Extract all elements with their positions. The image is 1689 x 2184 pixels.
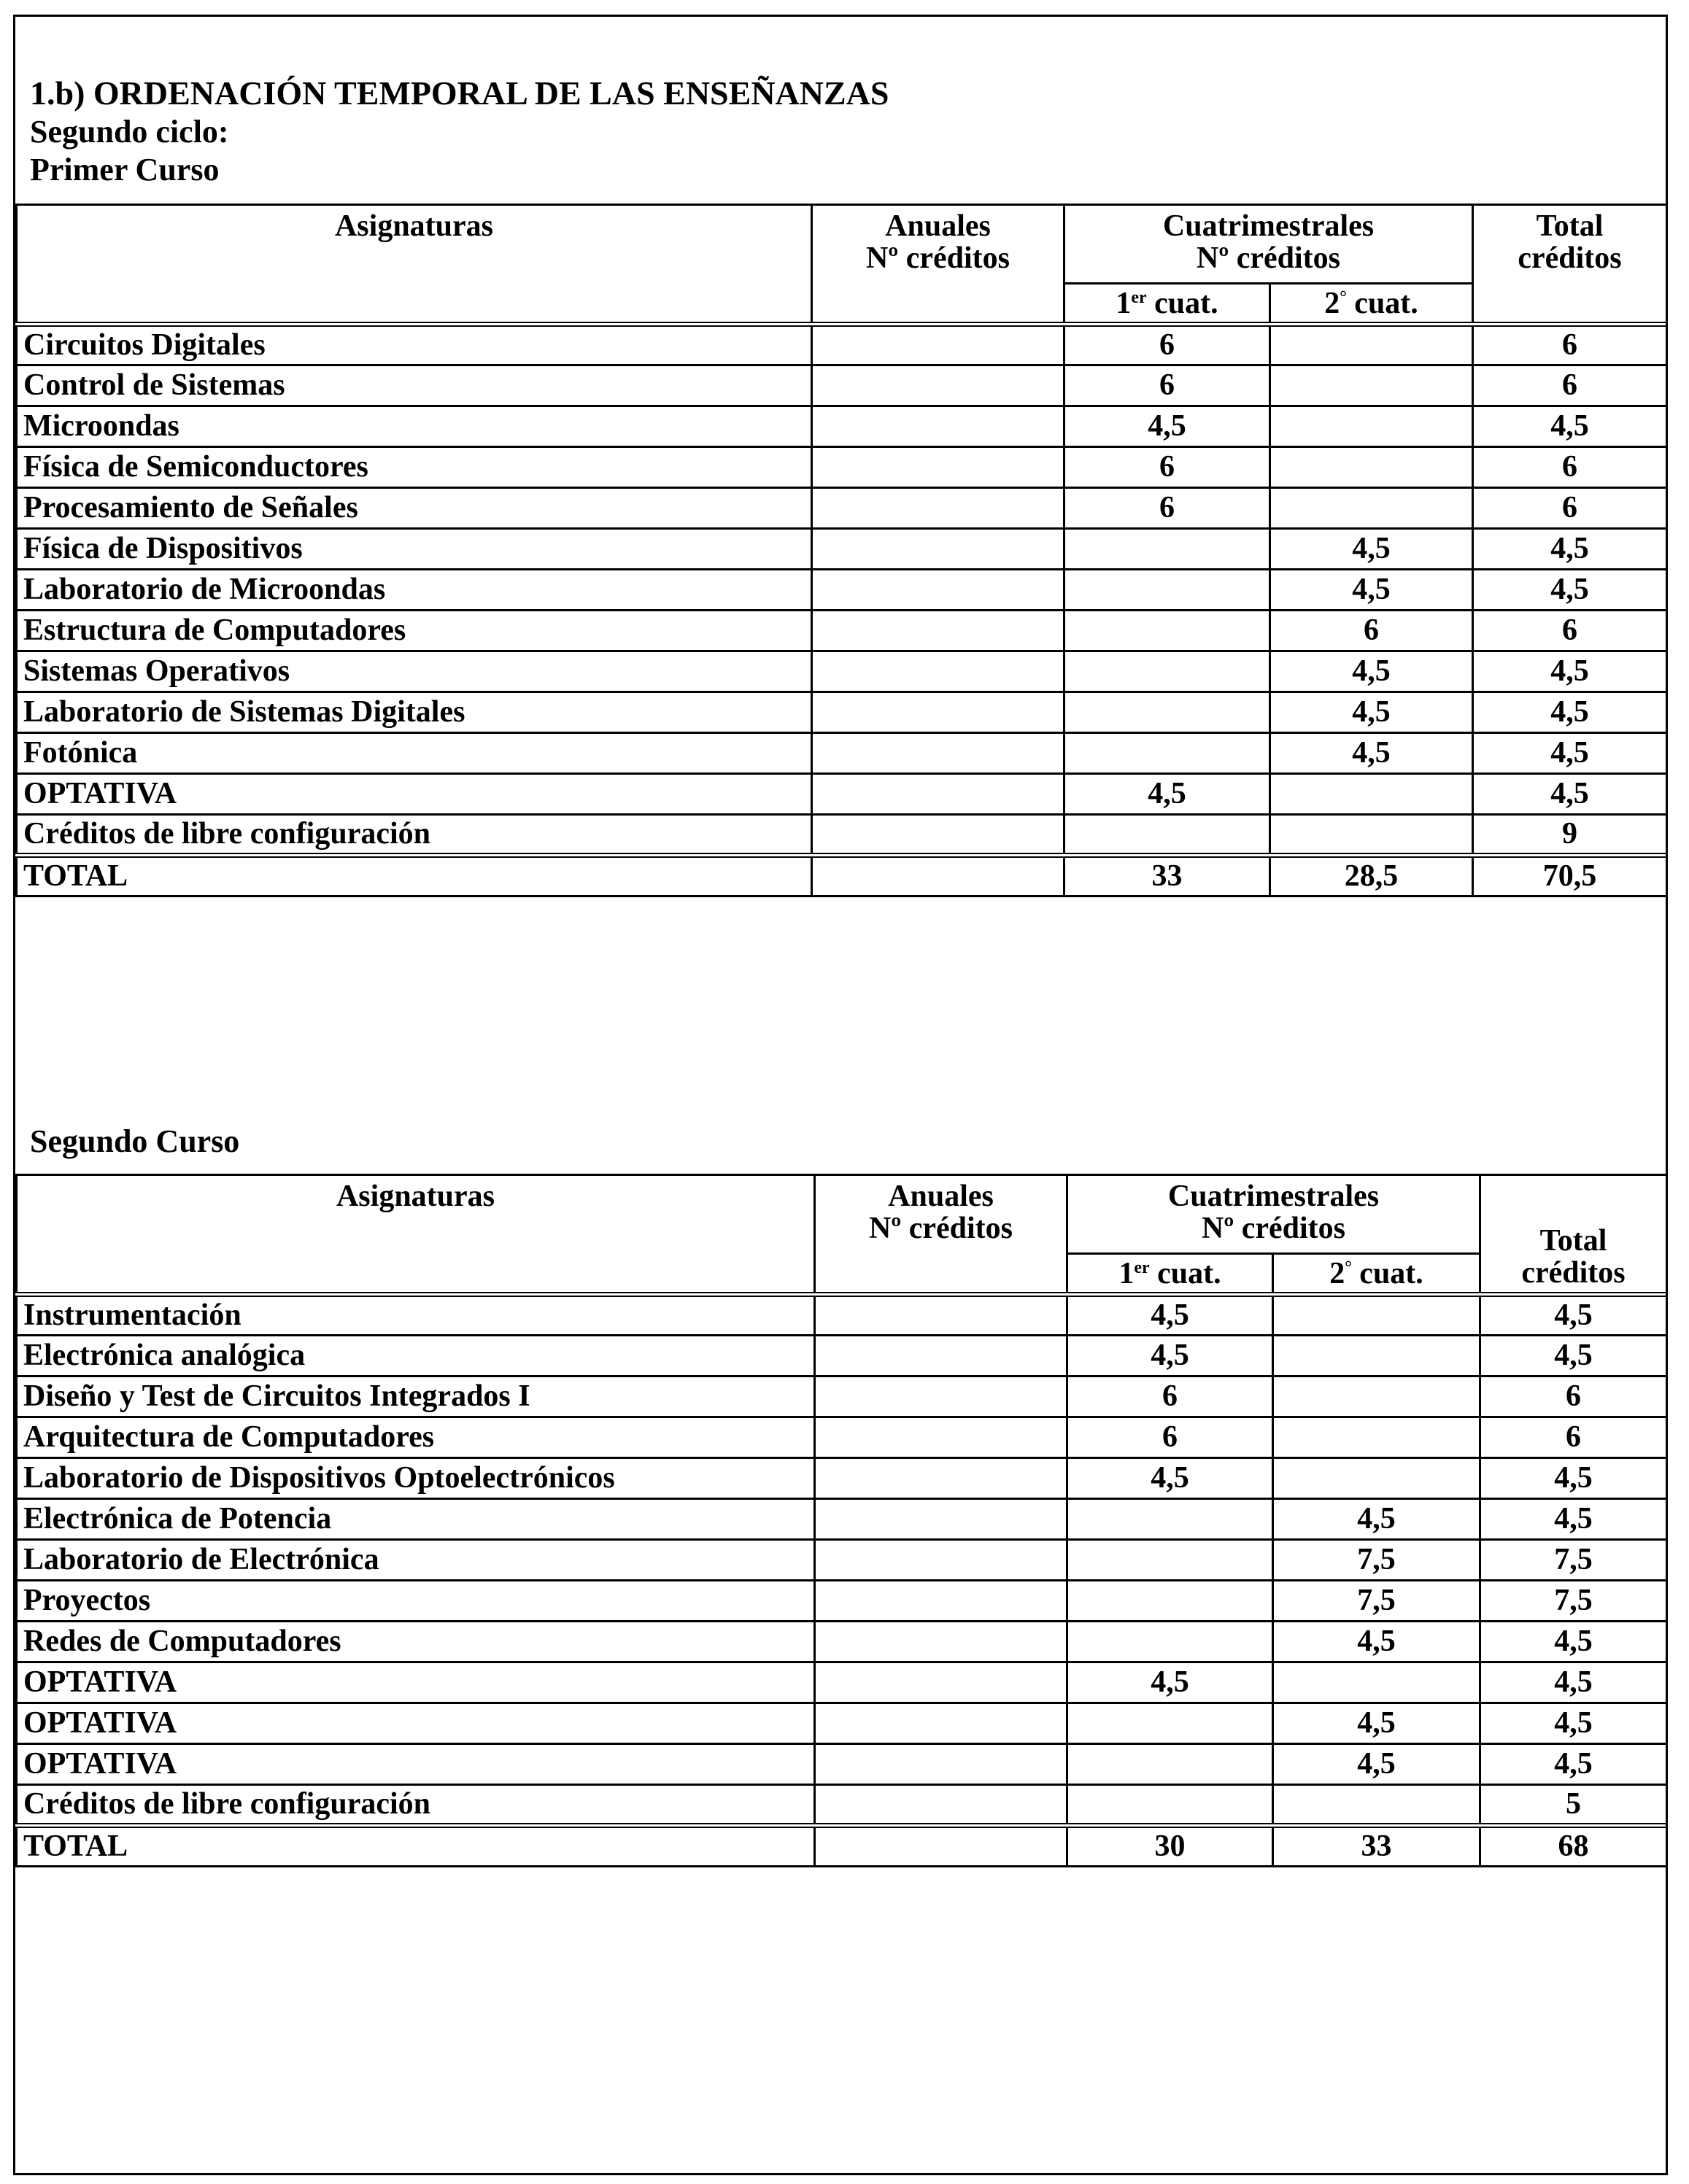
- total-credits: 4,5: [1473, 774, 1667, 815]
- second-sem-credits: 4,5: [1270, 651, 1473, 692]
- table-row: [17, 1376, 1667, 1417]
- table-row: [17, 1581, 1667, 1622]
- table-row: [17, 406, 1667, 447]
- first-sem-credits: [1067, 1744, 1273, 1785]
- header-cuatrimestrales: Cuatrimestrales Nº créditos: [1067, 1175, 1480, 1254]
- total-credits: 6: [1480, 1417, 1667, 1458]
- table-row: [17, 611, 1667, 651]
- table-row: [17, 325, 1667, 365]
- total-credits: 6: [1473, 488, 1667, 529]
- first-sem-credits: 6: [1067, 1376, 1273, 1417]
- total-credits: 4,5: [1480, 1458, 1667, 1499]
- subject-name: Microondas: [17, 406, 812, 447]
- second-sem-credits: 4,5: [1270, 692, 1473, 733]
- subject-name: Créditos de libre configuración: [17, 1785, 815, 1826]
- first-sem-credits: [1064, 815, 1270, 856]
- total-credits: 4,5: [1473, 406, 1667, 447]
- subject-name: Diseño y Test de Circuitos Integrados I: [17, 1376, 815, 1417]
- table-row: [17, 1662, 1667, 1703]
- second-sem-credits: 7,5: [1273, 1540, 1480, 1581]
- anual-credits: [815, 1662, 1067, 1703]
- subject-name: Control de Sistemas: [17, 365, 812, 406]
- anual-credits: [812, 611, 1064, 651]
- total-credits: 4,5: [1480, 1703, 1667, 1744]
- subject-name: OPTATIVA: [17, 774, 812, 815]
- table-row: [17, 1417, 1667, 1458]
- total-credits: 4,5: [1473, 692, 1667, 733]
- second-sem-credits: 4,5: [1270, 733, 1473, 774]
- total-credits: 6: [1473, 365, 1667, 406]
- first-sem-credits: 4,5: [1064, 406, 1270, 447]
- anual-credits: [812, 651, 1064, 692]
- table-row: [17, 447, 1667, 488]
- header-cuatrimestrales: Cuatrimestrales Nº créditos: [1064, 205, 1473, 284]
- total-second-sem-credits: 28,5: [1270, 856, 1473, 897]
- first-sem-credits: 6: [1064, 365, 1270, 406]
- anual-credits: [812, 733, 1064, 774]
- header-total: Total créditos: [1473, 205, 1667, 325]
- subject-name: Electrónica de Potencia: [17, 1499, 815, 1540]
- first-sem-credits: [1067, 1540, 1273, 1581]
- anual-credits: [812, 692, 1064, 733]
- second-sem-credits: [1273, 1376, 1480, 1417]
- table-row: [17, 1785, 1667, 1826]
- anual-credits: [815, 1417, 1067, 1458]
- table-row: [17, 529, 1667, 570]
- total-credits: 4,5: [1473, 651, 1667, 692]
- total-credits: 4,5: [1473, 529, 1667, 570]
- table-row: [17, 1499, 1667, 1540]
- total-credits: 5: [1480, 1785, 1667, 1826]
- table-row: [17, 651, 1667, 692]
- table-row: [17, 733, 1667, 774]
- curso1-table: [15, 204, 1668, 897]
- table-row: [17, 570, 1667, 611]
- first-sem-credits: [1067, 1499, 1273, 1540]
- second-sem-credits: 4,5: [1270, 529, 1473, 570]
- anual-credits: [812, 529, 1064, 570]
- anual-credits: [812, 365, 1064, 406]
- first-sem-credits: 4,5: [1067, 1662, 1273, 1703]
- header-total: Total créditos: [1480, 1175, 1667, 1295]
- first-sem-credits: 4,5: [1067, 1458, 1273, 1499]
- second-sem-credits: [1270, 325, 1473, 365]
- second-sem-credits: [1270, 406, 1473, 447]
- anual-credits: [815, 1703, 1067, 1744]
- table-row: [17, 774, 1667, 815]
- subject-name: Créditos de libre configuración: [17, 815, 812, 856]
- curso2-label: Segundo Curso: [30, 1123, 240, 1159]
- table-row: [17, 1336, 1667, 1376]
- subject-name: Procesamiento de Señales: [17, 488, 812, 529]
- total-credits: 4,5: [1480, 1499, 1667, 1540]
- anual-credits: [812, 447, 1064, 488]
- second-sem-credits: 6: [1270, 611, 1473, 651]
- first-sem-credits: [1064, 651, 1270, 692]
- subject-name: Sistemas Operativos: [17, 651, 812, 692]
- total-credits: 4,5: [1480, 1662, 1667, 1703]
- first-sem-credits: 6: [1064, 447, 1270, 488]
- total-credits: 4,5: [1480, 1295, 1667, 1336]
- second-sem-credits: [1273, 1662, 1480, 1703]
- total-credits: 9: [1473, 815, 1667, 856]
- header-asignaturas: Asignaturas: [17, 205, 812, 325]
- total-subject-name: TOTAL: [17, 856, 812, 897]
- total-row: [17, 856, 1667, 897]
- subject-name: Laboratorio de Sistemas Digitales: [17, 692, 812, 733]
- total-credits: 4,5: [1473, 570, 1667, 611]
- second-sem-credits: [1273, 1336, 1480, 1376]
- header-second-sem: 2° cuat.: [1270, 284, 1473, 325]
- anual-credits: [812, 325, 1064, 365]
- anual-credits: [812, 570, 1064, 611]
- total-subject-name: TOTAL: [17, 1826, 815, 1867]
- total-credits: 6: [1473, 325, 1667, 365]
- second-sem-credits: [1270, 488, 1473, 529]
- first-sem-credits: 6: [1064, 325, 1270, 365]
- table-row: [17, 692, 1667, 733]
- anual-credits: [812, 488, 1064, 529]
- first-sem-credits: 6: [1064, 488, 1270, 529]
- total-credits: 6: [1480, 1376, 1667, 1417]
- anual-credits: [815, 1336, 1067, 1376]
- subject-name: Circuitos Digitales: [17, 325, 812, 365]
- anual-credits: [815, 1540, 1067, 1581]
- anual-credits: [815, 1295, 1067, 1336]
- first-sem-credits: [1064, 529, 1270, 570]
- subject-name: Arquitectura de Computadores: [17, 1417, 815, 1458]
- total-anual-credits: [812, 856, 1064, 897]
- anual-credits: [812, 815, 1064, 856]
- second-sem-credits: [1273, 1295, 1480, 1336]
- subject-name: Redes de Computadores: [17, 1622, 815, 1662]
- table-row: [17, 1458, 1667, 1499]
- total-total-credits: 70,5: [1473, 856, 1667, 897]
- subject-name: Laboratorio de Microondas: [17, 570, 812, 611]
- subject-name: Estructura de Computadores: [17, 611, 812, 651]
- subject-name: Laboratorio de Dispositivos Optoelectrónicos: [17, 1458, 815, 1499]
- table-row: [17, 1744, 1667, 1785]
- first-sem-credits: [1064, 570, 1270, 611]
- document-subtitle: Segundo ciclo:: [30, 114, 229, 150]
- second-sem-credits: [1270, 365, 1473, 406]
- total-second-sem-credits: 33: [1273, 1826, 1480, 1867]
- subject-name: Física de Dispositivos: [17, 529, 812, 570]
- table-row: [17, 488, 1667, 529]
- first-sem-credits: [1064, 692, 1270, 733]
- header-anuales: Anuales Nº créditos: [812, 205, 1064, 325]
- total-first-sem-credits: 30: [1067, 1826, 1273, 1867]
- second-sem-credits: 4,5: [1270, 570, 1473, 611]
- table-row: [17, 815, 1667, 856]
- anual-credits: [815, 1458, 1067, 1499]
- second-sem-credits: [1273, 1785, 1480, 1826]
- total-credits: 6: [1473, 447, 1667, 488]
- second-sem-credits: 4,5: [1273, 1622, 1480, 1662]
- total-credits: 7,5: [1480, 1581, 1667, 1622]
- subject-name: Electrónica analógica: [17, 1336, 815, 1376]
- table-row: [17, 1622, 1667, 1662]
- table-row: [17, 1295, 1667, 1336]
- second-sem-credits: [1270, 447, 1473, 488]
- anual-credits: [812, 774, 1064, 815]
- subject-name: OPTATIVA: [17, 1744, 815, 1785]
- subject-name: OPTATIVA: [17, 1703, 815, 1744]
- total-credits: 4,5: [1473, 733, 1667, 774]
- second-sem-credits: 4,5: [1273, 1703, 1480, 1744]
- first-sem-credits: 4,5: [1067, 1336, 1273, 1376]
- anual-credits: [815, 1581, 1067, 1622]
- subject-name: Fotónica: [17, 733, 812, 774]
- total-credits: 4,5: [1480, 1622, 1667, 1662]
- header-asignaturas: Asignaturas: [17, 1175, 815, 1295]
- total-credits: 6: [1473, 611, 1667, 651]
- table-row: [17, 1540, 1667, 1581]
- total-total-credits: 68: [1480, 1826, 1667, 1867]
- header-second-sem: 2° cuat.: [1273, 1254, 1480, 1295]
- total-credits: 7,5: [1480, 1540, 1667, 1581]
- first-sem-credits: 4,5: [1067, 1295, 1273, 1336]
- subject-name: Instrumentación: [17, 1295, 815, 1336]
- second-sem-credits: [1270, 815, 1473, 856]
- first-sem-credits: [1064, 611, 1270, 651]
- subject-name: Laboratorio de Electrónica: [17, 1540, 815, 1581]
- first-sem-credits: 4,5: [1064, 774, 1270, 815]
- anual-credits: [815, 1622, 1067, 1662]
- header-anuales: Anuales Nº créditos: [815, 1175, 1067, 1295]
- subject-name: Proyectos: [17, 1581, 815, 1622]
- document-frame: [13, 15, 1668, 2175]
- curso2-table: [15, 1174, 1668, 1867]
- first-sem-credits: [1067, 1785, 1273, 1826]
- second-sem-credits: [1273, 1417, 1480, 1458]
- total-row: [17, 1826, 1667, 1867]
- first-sem-credits: 6: [1067, 1417, 1273, 1458]
- total-first-sem-credits: 33: [1064, 856, 1270, 897]
- subject-name: Física de Semiconductores: [17, 447, 812, 488]
- table-row: [17, 365, 1667, 406]
- second-sem-credits: 7,5: [1273, 1581, 1480, 1622]
- anual-credits: [812, 406, 1064, 447]
- total-credits: 4,5: [1480, 1744, 1667, 1785]
- second-sem-credits: 4,5: [1273, 1744, 1480, 1785]
- header-first-sem: 1er cuat.: [1067, 1254, 1273, 1295]
- anual-credits: [815, 1785, 1067, 1826]
- anual-credits: [815, 1376, 1067, 1417]
- anual-credits: [815, 1744, 1067, 1785]
- header-first-sem: 1er cuat.: [1064, 284, 1270, 325]
- subject-name: OPTATIVA: [17, 1662, 815, 1703]
- table-row: [17, 1703, 1667, 1744]
- first-sem-credits: [1064, 733, 1270, 774]
- total-anual-credits: [815, 1826, 1067, 1867]
- first-sem-credits: [1067, 1703, 1273, 1744]
- second-sem-credits: [1270, 774, 1473, 815]
- first-sem-credits: [1067, 1581, 1273, 1622]
- document-title: 1.b) ORDENACIÓN TEMPORAL DE LAS ENSEÑANZAS: [30, 74, 889, 112]
- second-sem-credits: 4,5: [1273, 1499, 1480, 1540]
- anual-credits: [815, 1499, 1067, 1540]
- curso1-label: Primer Curso: [30, 152, 220, 187]
- second-sem-credits: [1273, 1458, 1480, 1499]
- first-sem-credits: [1067, 1622, 1273, 1662]
- total-credits: 4,5: [1480, 1336, 1667, 1376]
